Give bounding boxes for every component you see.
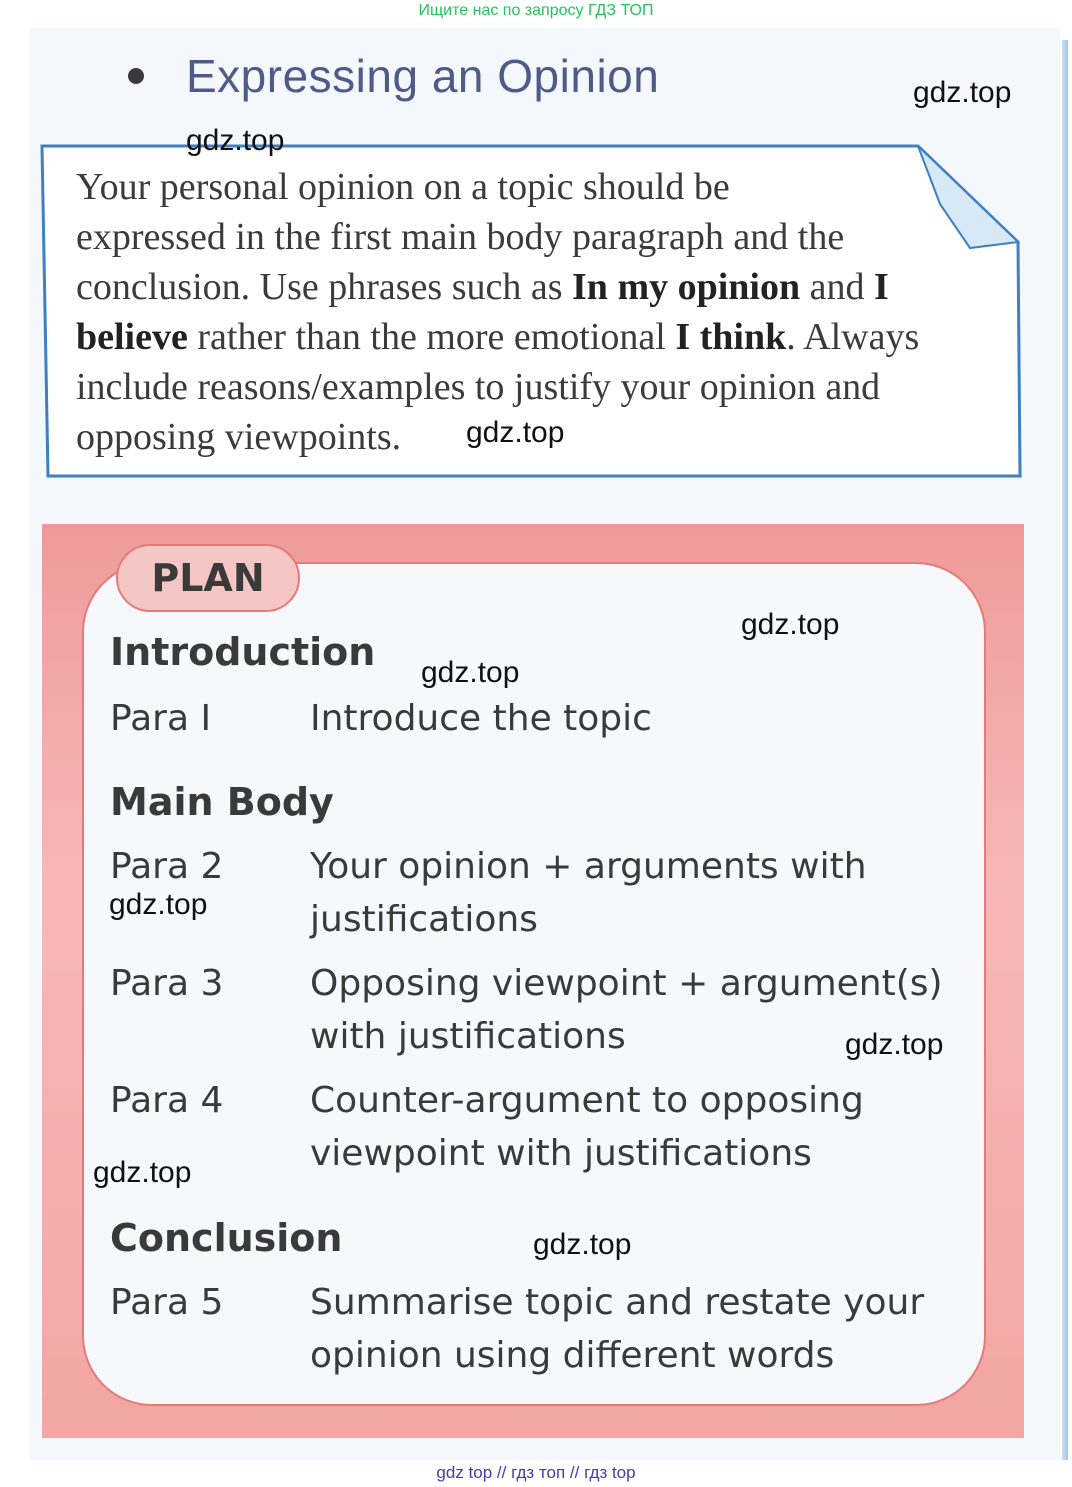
para-label: Para I xyxy=(110,698,212,739)
tip-line: Your personal opinion on a topic should be xyxy=(76,166,730,208)
para-line: opinion using different words xyxy=(310,1335,835,1376)
watermark: gdz.top xyxy=(93,1156,192,1189)
watermark: gdz.top xyxy=(741,608,840,641)
para-line: justifications xyxy=(310,899,538,940)
watermark: gdz.top xyxy=(466,416,565,449)
tip-line: opposing viewpoints. xyxy=(76,416,402,458)
tip-text-span: conclusion. Use phrases such as xyxy=(76,266,573,308)
para-label: Para 5 xyxy=(110,1282,224,1323)
tip-text-span: and xyxy=(800,266,874,308)
top-banner: Ищите нас по запросу ГДЗ ТОП xyxy=(418,2,654,19)
para-line: with justifications xyxy=(310,1016,626,1057)
para-description xyxy=(310,840,960,946)
main-body-heading: Main Body xyxy=(110,780,334,824)
heading-text: Expressing an Opinion xyxy=(186,50,660,102)
para-label: Para 3 xyxy=(110,963,224,1004)
para-line: viewpoint with justifications xyxy=(310,1133,812,1174)
tip-text-span: . Always xyxy=(786,316,920,358)
para-label: Para 4 xyxy=(110,1080,224,1121)
para-line: Summarise topic and restate your xyxy=(310,1282,925,1323)
page-edge xyxy=(1062,40,1068,1460)
para-description xyxy=(310,1074,960,1180)
watermark: gdz.top xyxy=(913,76,1012,109)
para-description xyxy=(310,1276,960,1382)
para-description xyxy=(310,692,960,745)
tip-phrase-bold: I xyxy=(873,266,889,308)
para-line: Your opinion + arguments with xyxy=(310,846,867,887)
tip-phrase-bold: believe xyxy=(76,316,188,358)
para-line: Counter-argument to opposing xyxy=(310,1080,864,1121)
para-line: Introduce the topic xyxy=(310,698,652,739)
watermark: gdz.top xyxy=(533,1228,632,1261)
watermark: gdz.top xyxy=(845,1028,944,1061)
introduction-heading: Introduction xyxy=(110,630,376,674)
bullet-icon xyxy=(128,68,144,84)
watermark: gdz.top xyxy=(421,656,520,689)
tip-phrase-bold: I think xyxy=(675,316,787,358)
para-line: Opposing viewpoint + argument(s) xyxy=(310,963,943,1004)
watermark: gdz.top xyxy=(109,888,208,921)
plan-tab: PLAN xyxy=(116,544,300,612)
section-heading xyxy=(128,46,659,106)
footer-watermark: gdz top // гдз топ // гдз top xyxy=(436,1463,636,1482)
tip-line xyxy=(76,312,996,362)
conclusion-heading: Conclusion xyxy=(110,1216,343,1260)
para-label: Para 2 xyxy=(110,846,224,887)
tip-text-span: rather than the more emotional xyxy=(187,316,676,358)
tip-line: include reasons/examples to justify your opinion and xyxy=(76,366,881,408)
tip-line xyxy=(76,262,996,312)
tip-line: expressed in the first main body paragraph and the xyxy=(76,216,845,258)
watermark: gdz.top xyxy=(186,124,285,157)
tip-phrase-bold: In my opinion xyxy=(572,266,801,308)
